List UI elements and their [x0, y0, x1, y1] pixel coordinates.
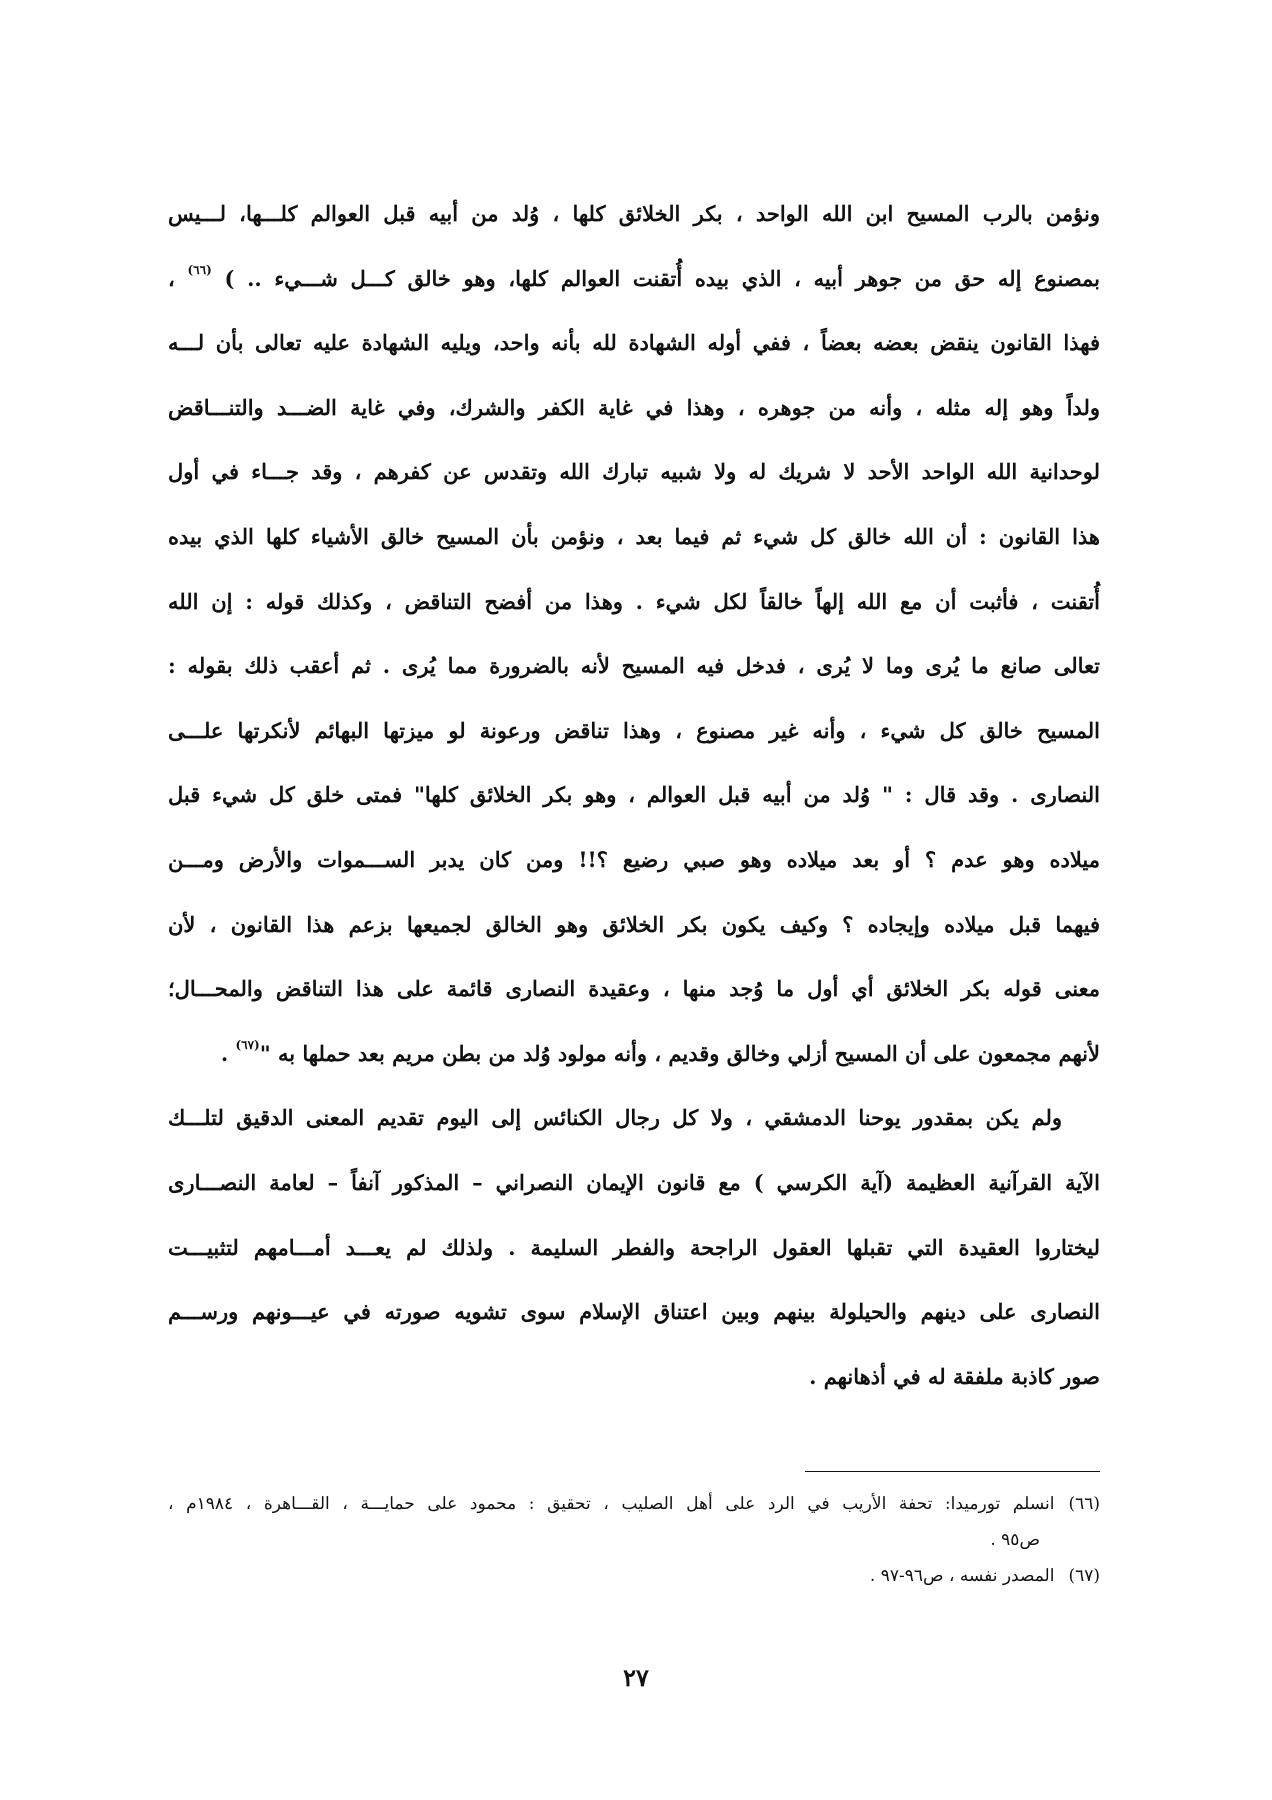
text-line-content: ونؤمن بالرب المسيح ابن الله الواحد ، بكر الخلائق كلها ، وُلد من أبيه قبل العوالم كلـــها، لـــيس — [168, 201, 1100, 226]
text-line — [168, 515, 1100, 558]
text-line-content: فيهما قبل ميلاده وإيجاده ؟ وكيف يكون بكر الخلائق وهو الخالق لجميعها بزعم هذا القانون ، لأن — [168, 911, 1100, 937]
footnote-67 — [168, 1558, 1100, 1594]
footnotes — [168, 1486, 1100, 1594]
text-line-content: بمصنوع إله حق من جوهر أبيه ، الذي بيده أُتقنت العوالم كلها، وهو خالق كـــل شـــيء .. ) — [224, 265, 1101, 291]
text-line — [168, 1226, 1100, 1269]
text-line — [168, 450, 1100, 493]
page-number: ٢٧ — [623, 1663, 649, 1692]
text-line-content: النصارى . وقد قال : " وُلد من أبيه قبل العوالم ، وهو بكر الخلائق كلها" فمتى خلق كل شيء قبل — [168, 782, 1100, 808]
text-line — [168, 1161, 1100, 1204]
text-line — [168, 773, 1100, 816]
text-line-content: فهذا القانون ينقض بعضه بعضاً ، ففي أوله الشهادة لله بأنه واحد، ويليه الشهادة عليه تعالى بأن لـــه — [168, 330, 1100, 356]
footnote-number: (٦٧) — [1068, 1566, 1100, 1586]
text-line-content: تعالى صانع ما يُرى وما لا يُرى ، فدخل فيه المسيح لأنه بالضرورة مما يُرى . ثم أعقب ذلك بقوله : — [168, 653, 1100, 679]
footnote-reference[interactable]: (٦٦) — [187, 262, 212, 277]
text-line — [168, 709, 1100, 752]
text-line-content: معنى قوله بكر الخلائق أي أول ما وُجد منها ، وعقيدة النصارى قائمة على هذا التناقض والمحـــال؛ — [168, 976, 1100, 1002]
footnote-text: المصدر نفسه ، ص٩٦-٩٧ . — [869, 1566, 1055, 1586]
text-line-content: ليختاروا العقيدة التي تقبلها العقول الراجحة والفطر السليمة . ولذلك لم يعـــد أمـــامهم لتثبيـــت — [168, 1234, 1100, 1260]
text-line — [168, 1290, 1100, 1333]
text-line-content: ولداً وهو إله مثله ، وأنه من جوهره ، وهذا في غاية الكفر والشرك، وفي غاية الضـــد والتنـــاقض — [168, 394, 1100, 420]
text-line-content: لأنهم مجمعون على أن المسيح أزلي وخالق وقديم ، وأنه مولود وُلد من بطن مريم بعد حملها به " — [259, 1040, 1100, 1066]
text-line — [168, 386, 1100, 429]
text-line — [168, 257, 1100, 300]
text-line — [168, 1096, 1100, 1139]
text-line — [168, 967, 1100, 1010]
text-line-content: النصارى على دينهم والحيلولة بينهم وبين اعتناق الإسلام سوى تشويه صورته في عيـــونهم ورســـم — [168, 1299, 1100, 1325]
text-line-content: صور كاذبة ملفقة له في أذهانهم . — [809, 1363, 1100, 1389]
main-text — [168, 192, 1100, 1419]
text-line — [168, 838, 1100, 881]
text-line — [168, 903, 1100, 946]
footnote-line — [168, 1522, 1100, 1558]
punctuation: . — [220, 1040, 229, 1066]
text-line — [168, 580, 1100, 623]
footnote-reference[interactable]: (٦٧) — [235, 1037, 260, 1052]
footnote-line — [168, 1486, 1100, 1522]
text-line — [168, 1355, 1100, 1398]
punctuation: ، — [168, 265, 175, 291]
text-line — [168, 644, 1100, 687]
text-line-content: ولم يكن بمقدور يوحنا الدمشقي ، ولا كل رجال الكنائس إلى اليوم تقديم المعنى الدقيق لتلـــك — [168, 1105, 1062, 1131]
footnote-66 — [168, 1486, 1100, 1558]
footnote-text: ص٩٥ . — [990, 1530, 1040, 1550]
text-line-content: الآية القرآنية العظيمة (آية الكرسي ) مع قانون الإيمان النصراني – المذكور آنفاً – لعامة النصـــارى — [168, 1169, 1100, 1195]
text-line — [168, 321, 1100, 364]
footnote-line — [168, 1558, 1100, 1594]
text-line-content: هذا القانون : أن الله خالق كل شيء ثم فيما بعد ، ونؤمن بأن المسيح خالق الأشياء كلها الذي بيده — [168, 523, 1100, 549]
text-line-content: لوحدانية الله الواحد الأحد لا شريك له ولا شبيه تبارك الله وتقدس عن كفرهم ، وقد جـــاء في أول — [168, 459, 1100, 485]
footnote-text: انسلم تورميدا: تحفة الأريب في الرد على أهل الصليب ، تحقيق : محمود على حمايـــة ، القـــاهرة ، ١٩٨٤م ، — [168, 1494, 1055, 1514]
text-line — [168, 1032, 1100, 1075]
text-line-content: ميلاده وهو عدم ؟ أو بعد ميلاده وهو صبي رضيع ؟!! ومن كان يدبر الســـموات والأرض ومـــن — [168, 846, 1100, 872]
footnote-separator — [805, 1471, 1100, 1472]
text-line — [168, 192, 1100, 235]
text-line-content: المسيح خالق كل شيء ، وأنه غير مصنوع ، وهذا تناقض ورعونة لو ميزتها البهائم لأنكرتها علـــى — [168, 717, 1100, 743]
text-line-content: أُتقنت ، فأثبت أن مع الله إلهاً خالقاً لكل شيء . وهذا من أفضح التناقض ، وكذلك قوله : إن الله — [168, 588, 1100, 614]
footnote-number: (٦٦) — [1068, 1494, 1100, 1514]
